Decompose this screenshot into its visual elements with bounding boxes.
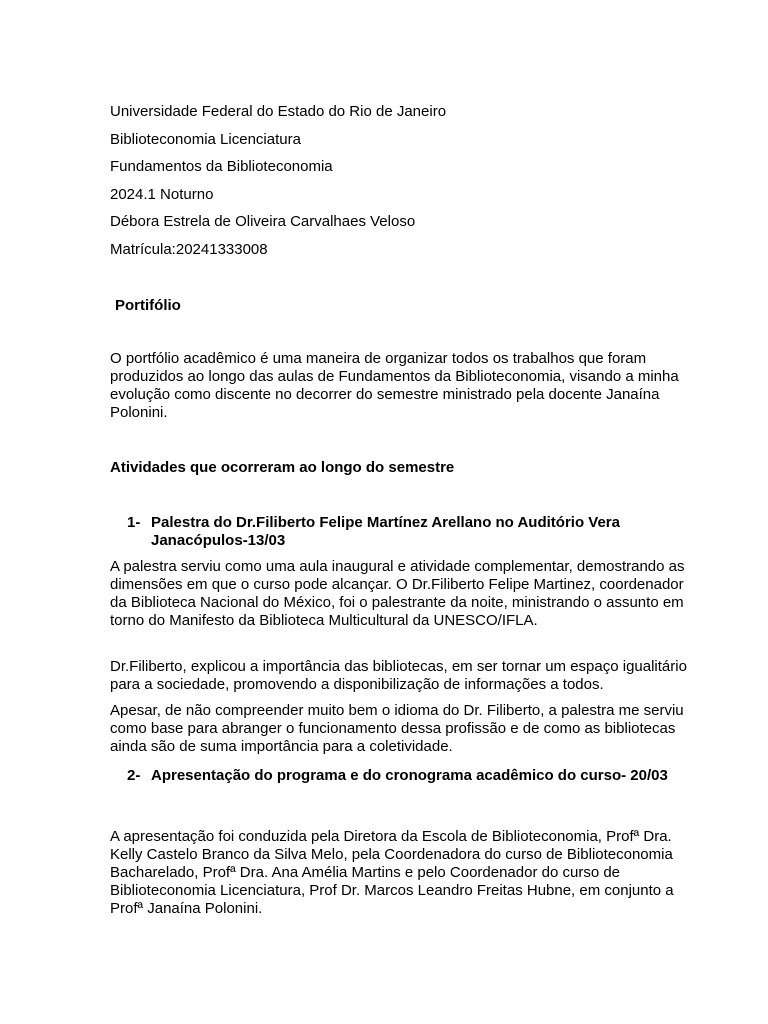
- intro-paragraph: O portfólio acadêmico é uma maneira de organizar todos os trabalhos que foram produzidos ao longo das aulas de Fundamentos da Biblioteconomia, visando a minha evolução como discente no decorrer do semestre ministrado pela docente Janaína Polonini.: [110, 350, 679, 421]
- item-1-paragraph-3: Apesar, de não compreender muito bem o idioma do Dr. Filiberto, a palestra me serviu como base para abranger o funcionamento dessa profissão e de como as bibliotecas ainda são de suma importância para a coletividade.: [110, 702, 684, 755]
- item-1-paragraph-1: A palestra serviu como uma aula inaugural e atividade complementar, demostrando as dimensões em que o curso pode alcançar. O Dr.Filiberto Felipe Martinez, coordenador da Biblioteca Nacional do México, foi o palestrante da noite, ministrando o assunto em torno do Manifesto da Biblioteca Multicultural da UNESCO/IFLA.: [110, 558, 685, 629]
- subject-name: Fundamentos da Biblioteconomia: [110, 158, 333, 175]
- registration-number: Matrícula:20241333008: [110, 241, 268, 258]
- list-item-1-heading: [127, 514, 707, 550]
- item-1-paragraph-2: Dr.Filiberto, explicou a importância das bibliotecas, em ser tornar um espaço igualitário para a sociedade, promovendo a disponibilização de informações a todos.: [110, 658, 687, 693]
- list-item-2-title: Apresentação do programa e do cronograma acadêmico do curso- 20/03: [151, 767, 668, 784]
- student-name: Débora Estrela de Oliveira Carvalhaes Veloso: [110, 213, 416, 230]
- activities-heading: Atividades que ocorreram ao longo do semestre: [110, 459, 455, 476]
- document-title: Portifólio: [115, 297, 181, 314]
- list-item-2-heading: [127, 767, 707, 785]
- list-item-1-title: Palestra do Dr.Filiberto Felipe Martínez Arellano no Auditório Vera Janacópulos-13/03: [151, 514, 620, 549]
- term: 2024.1 Noturno: [110, 186, 214, 203]
- list-item-1-number: 1-: [127, 514, 141, 531]
- course-name: Biblioteconomia Licenciatura: [110, 131, 301, 148]
- list-item-2-number: 2-: [127, 767, 141, 784]
- university-name: Universidade Federal do Estado do Rio de Janeiro: [110, 103, 447, 120]
- item-2-paragraph-1: A apresentação foi conduzida pela Diretora da Escola de Biblioteconomia, Profª Dra. Kelly Castelo Branco da Silva Melo, pela Coordenadora do curso de Biblioteconomia Bacharelado, Profª Dra. Ana Amélia Martins e pelo Coordenador do curso de Biblioteconomia Licenciatura, Prof Dr. Marcos Leandro Freitas Hubne, em conjunto a Profª Janaína Polonini.: [110, 828, 674, 917]
